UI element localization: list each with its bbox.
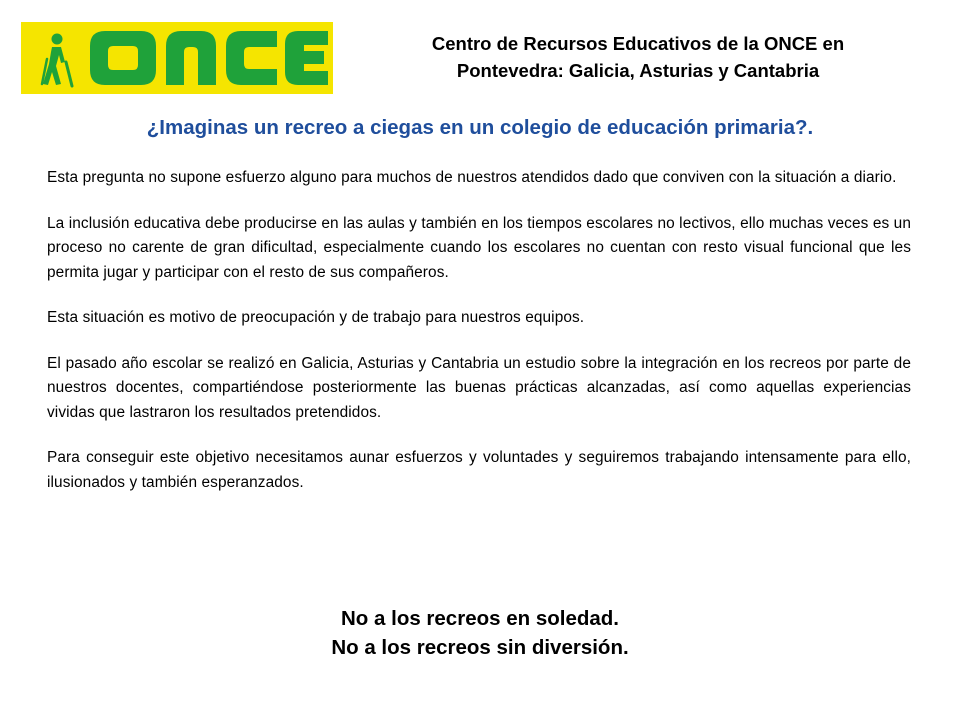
paragraph-5: Para conseguir este objetivo necesitamos aunar esfuerzos y voluntades y seguiremos trabajando intensamente para ello, ilusionados y también esperanzados. <box>47 449 911 491</box>
slogan-line2: No a los recreos sin diversión. <box>331 636 629 659</box>
headline-question: ¿Imaginas un recreo a ciegas en un colegio de educación primaria?. <box>146 116 814 139</box>
paragraph-2: La inclusión educativa debe producirse en las aulas y también en los tiempos escolares no lectivos, ello muchas veces es un proceso no carente de gran dificultad, especialmente cuando los escolares no cuentan con resto visual funcional que les permita jugar y participar con el resto de sus compañeros. <box>47 214 911 281</box>
article-body <box>47 166 911 516</box>
center-title-line1: Centro de Recursos Educativos de la ONCE en <box>431 33 845 54</box>
paragraph-3: Esta situación es motivo de preocupación y de trabajo para nuestros equipos. <box>47 309 585 326</box>
paragraph-4: El pasado año escolar se realizó en Galicia, Asturias y Cantabria un estudio sobre la integración en los recreos por parte de nuestros docentes, compartiéndose posteriormente las buenas prácticas alcanzadas, así como aquellas experiencias vividas que lastraron los resultados pretendidos. <box>47 354 911 421</box>
once-logo <box>21 22 333 94</box>
once-logo-graphic <box>21 22 333 94</box>
slogan <box>40 604 920 662</box>
paragraph-1: Esta pregunta no supone esfuerzo alguno para muchos de nuestros atendidos dado que conviven con la situación a diario. <box>47 169 897 186</box>
slogan-line1: No a los recreos en soledad. <box>341 607 619 630</box>
center-title <box>358 30 918 84</box>
center-title-line2: Pontevedra: Galicia, Asturias y Cantabria <box>456 60 820 81</box>
